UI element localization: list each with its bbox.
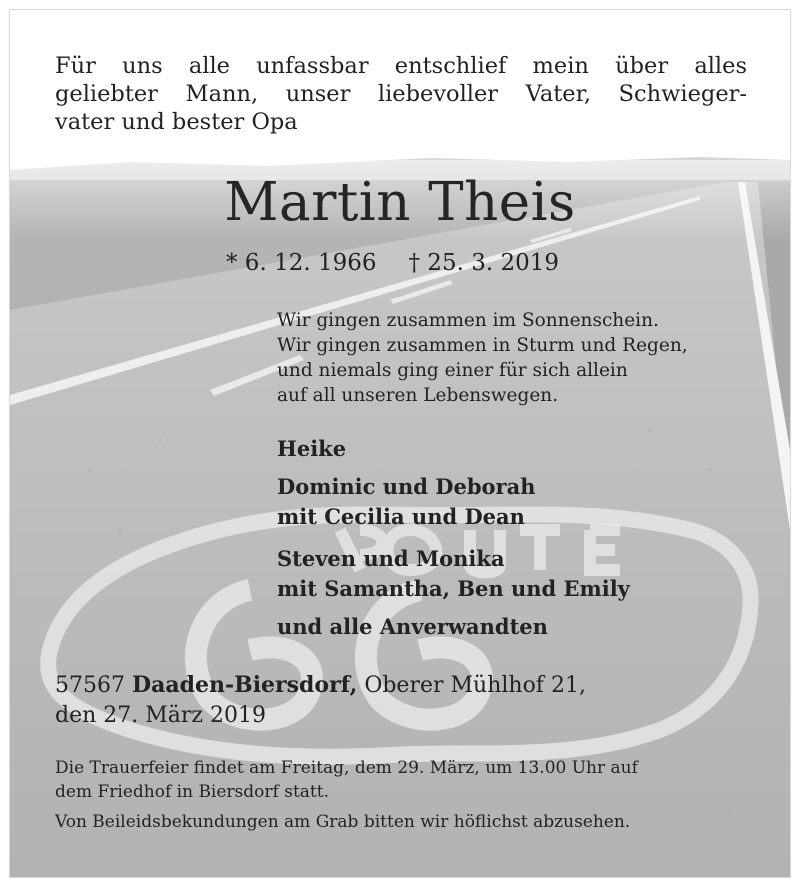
intro-text [55,52,747,136]
intro-line-1: Für uns alle unfassbar entschlief mein über alles [55,53,747,79]
mourner-group-1-line-1: Dominic und Deborah [277,474,536,499]
mourner-group-1-line-2: mit Cecilia und Dean [277,504,525,529]
poem [277,308,688,408]
condolence-note: Von Beileidsbekundungen am Grab bitten wir höflichst abzusehen. [55,812,631,832]
road-background-image [10,10,790,877]
mourner-group-2-line-1: Steven und Monika [277,546,505,571]
funeral-note-line-2: dem Friedhof in Biersdorf statt. [55,782,329,802]
mourner-group-1 [277,472,536,532]
life-dates [226,250,559,276]
poem-line-4: auf all unseren Lebenswegen. [277,385,559,406]
poem-line-2: Wir gingen zusammen in Sturm und Regen, [277,335,688,356]
funeral-note-line-1: Die Trauerfeier findet am Freitag, dem 29. März, um 13.00 Uhr auf [55,758,638,778]
poem-line-3: und niemals ging einer für sich allein [277,360,628,381]
poem-line-1: Wir gingen zusammen im Sonnenschein. [277,310,659,331]
obituary-card [10,10,790,877]
mourner-wife: Heike [277,436,347,461]
notes [55,756,638,834]
deceased-name: Martin Theis [224,172,576,233]
address-block [55,670,586,731]
death-date: † 25. 3. 2019 [408,250,559,276]
address-street: Oberer Mühlhof 21, [364,673,586,698]
address-date: den 27. März 2019 [55,703,266,728]
address-line [55,670,586,701]
mourner-group-2 [277,544,630,604]
address-town: Daaden-Biersdorf, [132,672,358,698]
birth-date: * 6. 12. 1966 [226,250,377,276]
address-zip: 57567 [55,673,125,698]
mourner-group-2-line-2: mit Samantha, Ben und Emily [277,576,630,601]
intro-line-2: geliebter Mann, unser liebevoller Vater, Schwieger- [55,81,747,107]
mourner-relatives: und alle Anverwandten [277,614,548,639]
intro-line-3: vater und bester Opa [55,109,298,135]
